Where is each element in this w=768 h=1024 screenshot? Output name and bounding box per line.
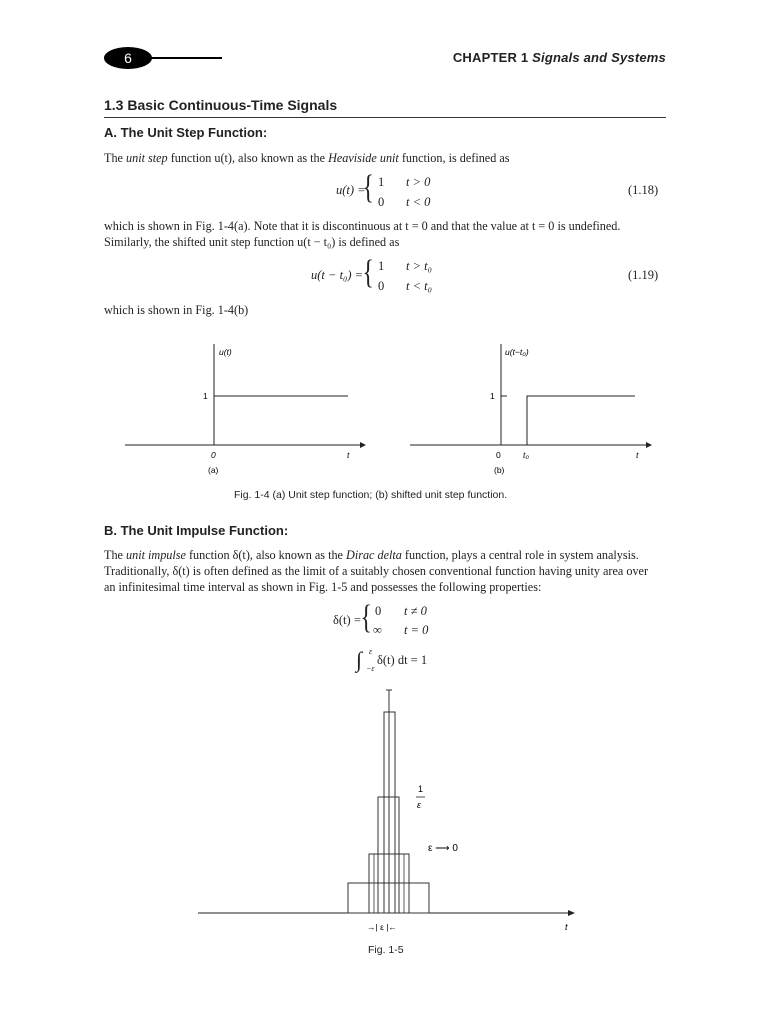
figure-1-4 bbox=[0, 330, 768, 510]
eq118-row1-cond: t > 0 bbox=[406, 175, 431, 189]
term-heaviside: Heaviside unit bbox=[328, 151, 399, 165]
delta-lhs: δ(t) = bbox=[333, 613, 361, 627]
fig15-xlabel: t bbox=[565, 922, 568, 932]
fig14b-origin: 0 bbox=[496, 450, 501, 460]
fig14b-ytick: 1 bbox=[490, 391, 495, 401]
chapter-title: Signals and Systems bbox=[532, 50, 666, 65]
impulse-line1 bbox=[104, 547, 670, 563]
fig14b-x-arrow bbox=[646, 442, 652, 448]
section-rule bbox=[104, 117, 666, 118]
fig14a-ytick: 1 bbox=[203, 391, 208, 401]
eq119-brace: { bbox=[362, 254, 374, 291]
delta-row2-val: ∞ bbox=[373, 623, 382, 637]
page-number: 6 bbox=[104, 47, 152, 69]
eq118-brace: { bbox=[362, 169, 374, 206]
impulse-prefix: The bbox=[104, 548, 126, 562]
fig14b-ylabel: u(t−t₀) bbox=[505, 347, 529, 357]
section-title: 1.3 Basic Continuous-Time Signals bbox=[104, 97, 338, 113]
integral-upper: ε bbox=[369, 647, 373, 656]
fig14-caption: Fig. 1-4 (a) Unit step function; (b) shifted unit step function. bbox=[234, 489, 508, 501]
impulse-mid: function δ(t), also known as the bbox=[185, 548, 347, 562]
intro-suffix: function, is defined as bbox=[398, 151, 510, 165]
unit-step-heading: A. The Unit Step Function: bbox=[104, 125, 268, 140]
eq119-row2-val: 0 bbox=[378, 279, 385, 293]
fig14a-ylabel: u(t) bbox=[219, 347, 232, 357]
eq119-number: (1.19) bbox=[628, 268, 659, 282]
fig15-caption: Fig. 1-5 bbox=[368, 944, 404, 956]
term-dirac-delta: Dirac delta bbox=[346, 548, 402, 562]
figure-1-5 bbox=[0, 680, 768, 950]
eq119-row2-cond: t < t₀ bbox=[406, 279, 432, 293]
intro-mid: function u(t), also known as the bbox=[167, 151, 329, 165]
eq119-lhs: u(t − t₀) = bbox=[311, 268, 364, 282]
fig14b-t0: t₀ bbox=[523, 450, 529, 460]
integral-lower: −ε bbox=[366, 664, 375, 673]
fig14b-sub: (b) bbox=[494, 465, 505, 475]
eq118-row1-val: 1 bbox=[378, 175, 385, 189]
unit-step-para3: which is shown in Fig. 1-4(b) bbox=[104, 303, 249, 317]
eq118-lhs: u(t) = bbox=[336, 183, 366, 197]
fig14a-x-arrow bbox=[360, 442, 366, 448]
eq119-row1-cond: t > t₀ bbox=[406, 259, 432, 273]
eq118-number: (1.18) bbox=[628, 183, 659, 197]
impulse-line3: an infinitesimal time interval as shown in Fig. 1-5 and possesses the following properties: bbox=[104, 580, 542, 594]
chapter-label: CHAPTER 1 bbox=[452, 50, 529, 65]
fig15-x-arrow bbox=[568, 910, 575, 916]
fig15-limit: ε ⟶ 0 bbox=[428, 843, 458, 854]
delta-row2-cond: t = 0 bbox=[404, 623, 429, 637]
impulse-line2: Traditionally, δ(t) is often defined as the limit of a suitably chosen conventional function having unity area over bbox=[104, 564, 649, 578]
integral-body: δ(t) dt = 1 bbox=[377, 653, 428, 667]
header-rule bbox=[150, 57, 222, 59]
eq118-row2-cond: t < 0 bbox=[406, 195, 431, 209]
fig14b-xlabel: t bbox=[636, 450, 639, 460]
fig15-height-num: 1 bbox=[418, 784, 424, 794]
integral-sign: ∫ bbox=[356, 647, 363, 672]
fig14a-origin: 0 bbox=[211, 450, 216, 460]
impulse-suffix: function, plays a central role in system analysis. bbox=[401, 548, 639, 562]
term-unit-step: unit step bbox=[126, 151, 168, 165]
unit-step-intro bbox=[104, 150, 670, 166]
unit-impulse-heading: B. The Unit Impulse Function: bbox=[104, 523, 289, 538]
delta-row1-cond: t ≠ 0 bbox=[404, 604, 427, 618]
para2-line1: which is shown in Fig. 1-4(a). Note that it is discontinuous at t = 0 and that the value at t = 0 is undefined. bbox=[104, 219, 621, 233]
para2-line2: Similarly, the shifted unit step function u(t − t₀) is defined as bbox=[104, 235, 400, 249]
delta-row1-val: 0 bbox=[375, 604, 382, 618]
chapter-header bbox=[453, 50, 666, 65]
term-unit-impulse: unit impulse bbox=[126, 548, 186, 562]
fig14a-xlabel: t bbox=[347, 450, 350, 460]
fig14b-step bbox=[527, 396, 635, 445]
intro-prefix: The bbox=[104, 151, 126, 165]
unit-step-para2 bbox=[104, 218, 670, 250]
eq118-row2-val: 0 bbox=[378, 195, 385, 209]
fig14a-sub: (a) bbox=[208, 465, 219, 475]
delta-brace: { bbox=[360, 599, 372, 636]
fig15-width-label: →| ε |← bbox=[367, 922, 397, 932]
fig15-height-den: ε bbox=[417, 800, 421, 810]
eq119-row1-val: 1 bbox=[378, 259, 385, 273]
unit-impulse-intro bbox=[104, 547, 670, 595]
